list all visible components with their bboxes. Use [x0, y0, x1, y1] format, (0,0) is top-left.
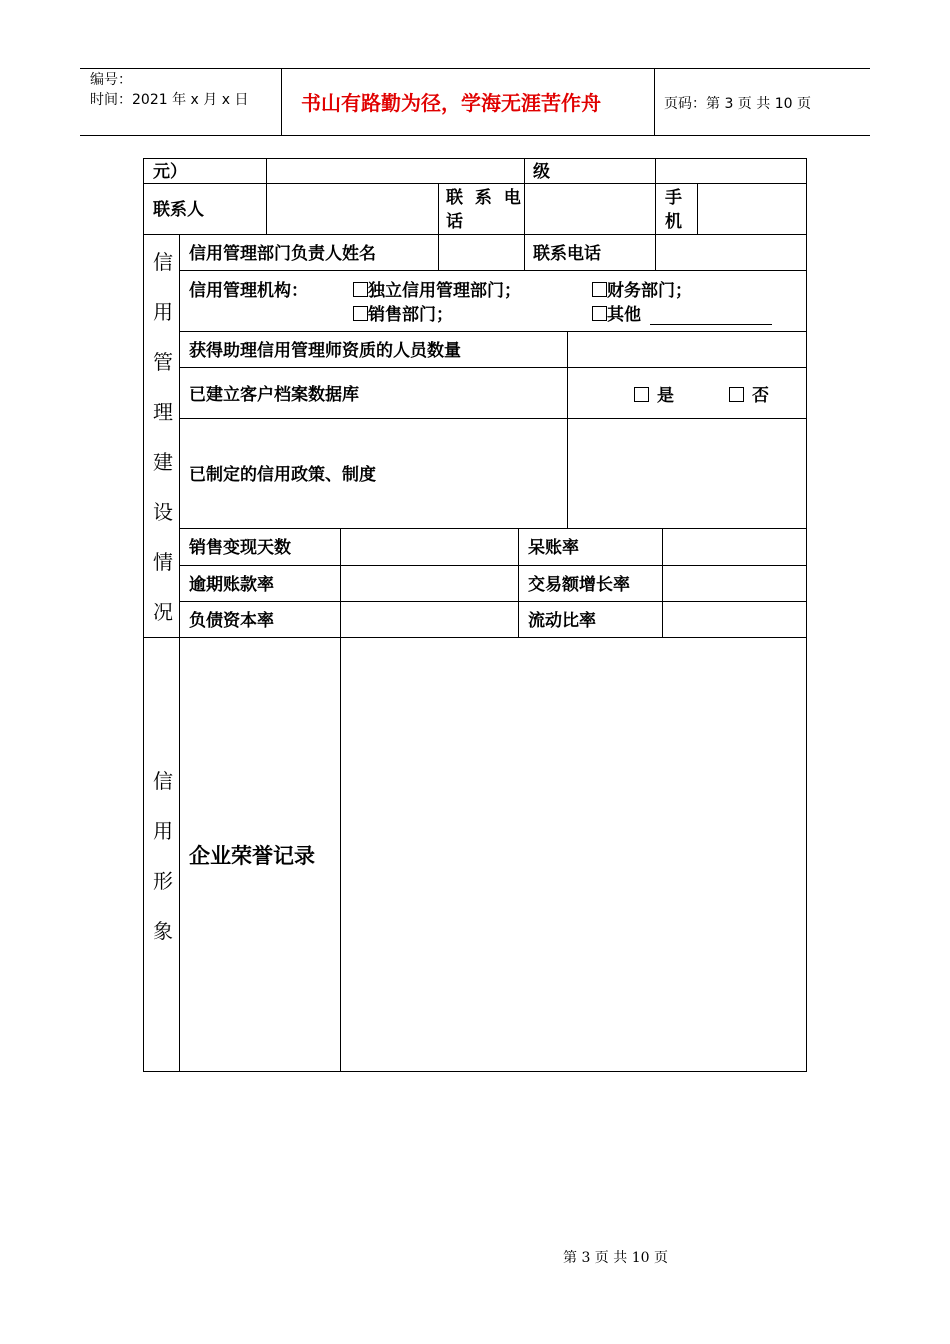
credit-management-section-label [151, 252, 175, 652]
overdue-rate-label: 逾期账款率 [189, 575, 274, 595]
header-page-info: 页码：第 3 页 共 10 页 [664, 96, 811, 112]
credit-image-section-label [151, 771, 175, 971]
debt-capital-ratio-label: 负债资本率 [189, 611, 274, 631]
dept-head-name-label: 信用管理部门负责人姓名 [189, 244, 376, 264]
transaction-growth-label: 交易额增长率 [528, 575, 630, 595]
section-char: 信 [153, 250, 173, 274]
org-option-label: 财务部门； [607, 281, 692, 301]
org-option-other[interactable] [592, 305, 641, 325]
other-fill-line [650, 324, 772, 325]
assistant-count-label: 获得助理信用管理师资质的人员数量 [189, 341, 461, 361]
checkbox-icon[interactable] [729, 387, 744, 402]
mobile-label-line1: 手 [665, 188, 682, 208]
header-number-label: 编号： [90, 72, 132, 88]
contact-phone-label-line2: 话 [446, 212, 463, 232]
section-char: 况 [153, 600, 173, 624]
section-char: 形 [153, 869, 173, 893]
customer-database-label: 已建立客户档案数据库 [189, 385, 359, 405]
section-char: 信 [153, 769, 173, 793]
org-option-finance[interactable] [592, 281, 692, 301]
database-no-option[interactable] [729, 386, 769, 406]
org-option-label: 独立信用管理部门； [368, 281, 521, 301]
org-option-label: 其他 [607, 305, 641, 325]
org-option-sales[interactable] [353, 305, 453, 325]
no-label: 否 [752, 386, 769, 406]
section-char: 管 [153, 350, 173, 374]
checkbox-icon[interactable] [353, 282, 368, 297]
database-yes-option[interactable] [634, 386, 674, 406]
current-ratio-label: 流动比率 [528, 611, 596, 631]
section-char: 情 [153, 550, 173, 574]
credit-org-label: 信用管理机构： [189, 281, 308, 301]
mobile-label-line2: 机 [665, 212, 682, 232]
checkbox-icon[interactable] [634, 387, 649, 402]
credit-policy-label: 已制定的信用政策、制度 [189, 465, 376, 485]
bad-debt-label: 呆账率 [528, 538, 579, 558]
section-char: 象 [153, 919, 173, 943]
section-char: 设 [153, 500, 173, 524]
dept-head-phone-label: 联系电话 [533, 244, 601, 264]
honor-record-label: 企业荣誉记录 [189, 844, 315, 868]
section-char: 理 [153, 400, 173, 424]
sales-days-label: 销售变现天数 [189, 538, 291, 558]
contact-phone-label-line1: 联 系 电 [446, 188, 524, 208]
section-char: 建 [153, 450, 173, 474]
header-motto: 书山有路勤为径，学海无涯苦作舟 [301, 91, 601, 115]
checkbox-icon[interactable] [353, 306, 368, 321]
org-option-independent[interactable] [353, 281, 521, 301]
checkbox-icon[interactable] [592, 282, 607, 297]
row1-cell-text: 元） [153, 162, 187, 182]
contact-person-label: 联系人 [153, 200, 204, 220]
header-time-label: 时间：2021 年 x 月 x 日 [90, 92, 249, 108]
yes-label: 是 [657, 386, 674, 406]
checkbox-icon[interactable] [592, 306, 607, 321]
section-char: 用 [153, 300, 173, 324]
page-footer: 第 3 页 共 10 页 [563, 1250, 668, 1266]
section-char: 用 [153, 819, 173, 843]
row1-level-text: 级 [533, 162, 550, 182]
org-option-label: 销售部门； [368, 305, 453, 325]
